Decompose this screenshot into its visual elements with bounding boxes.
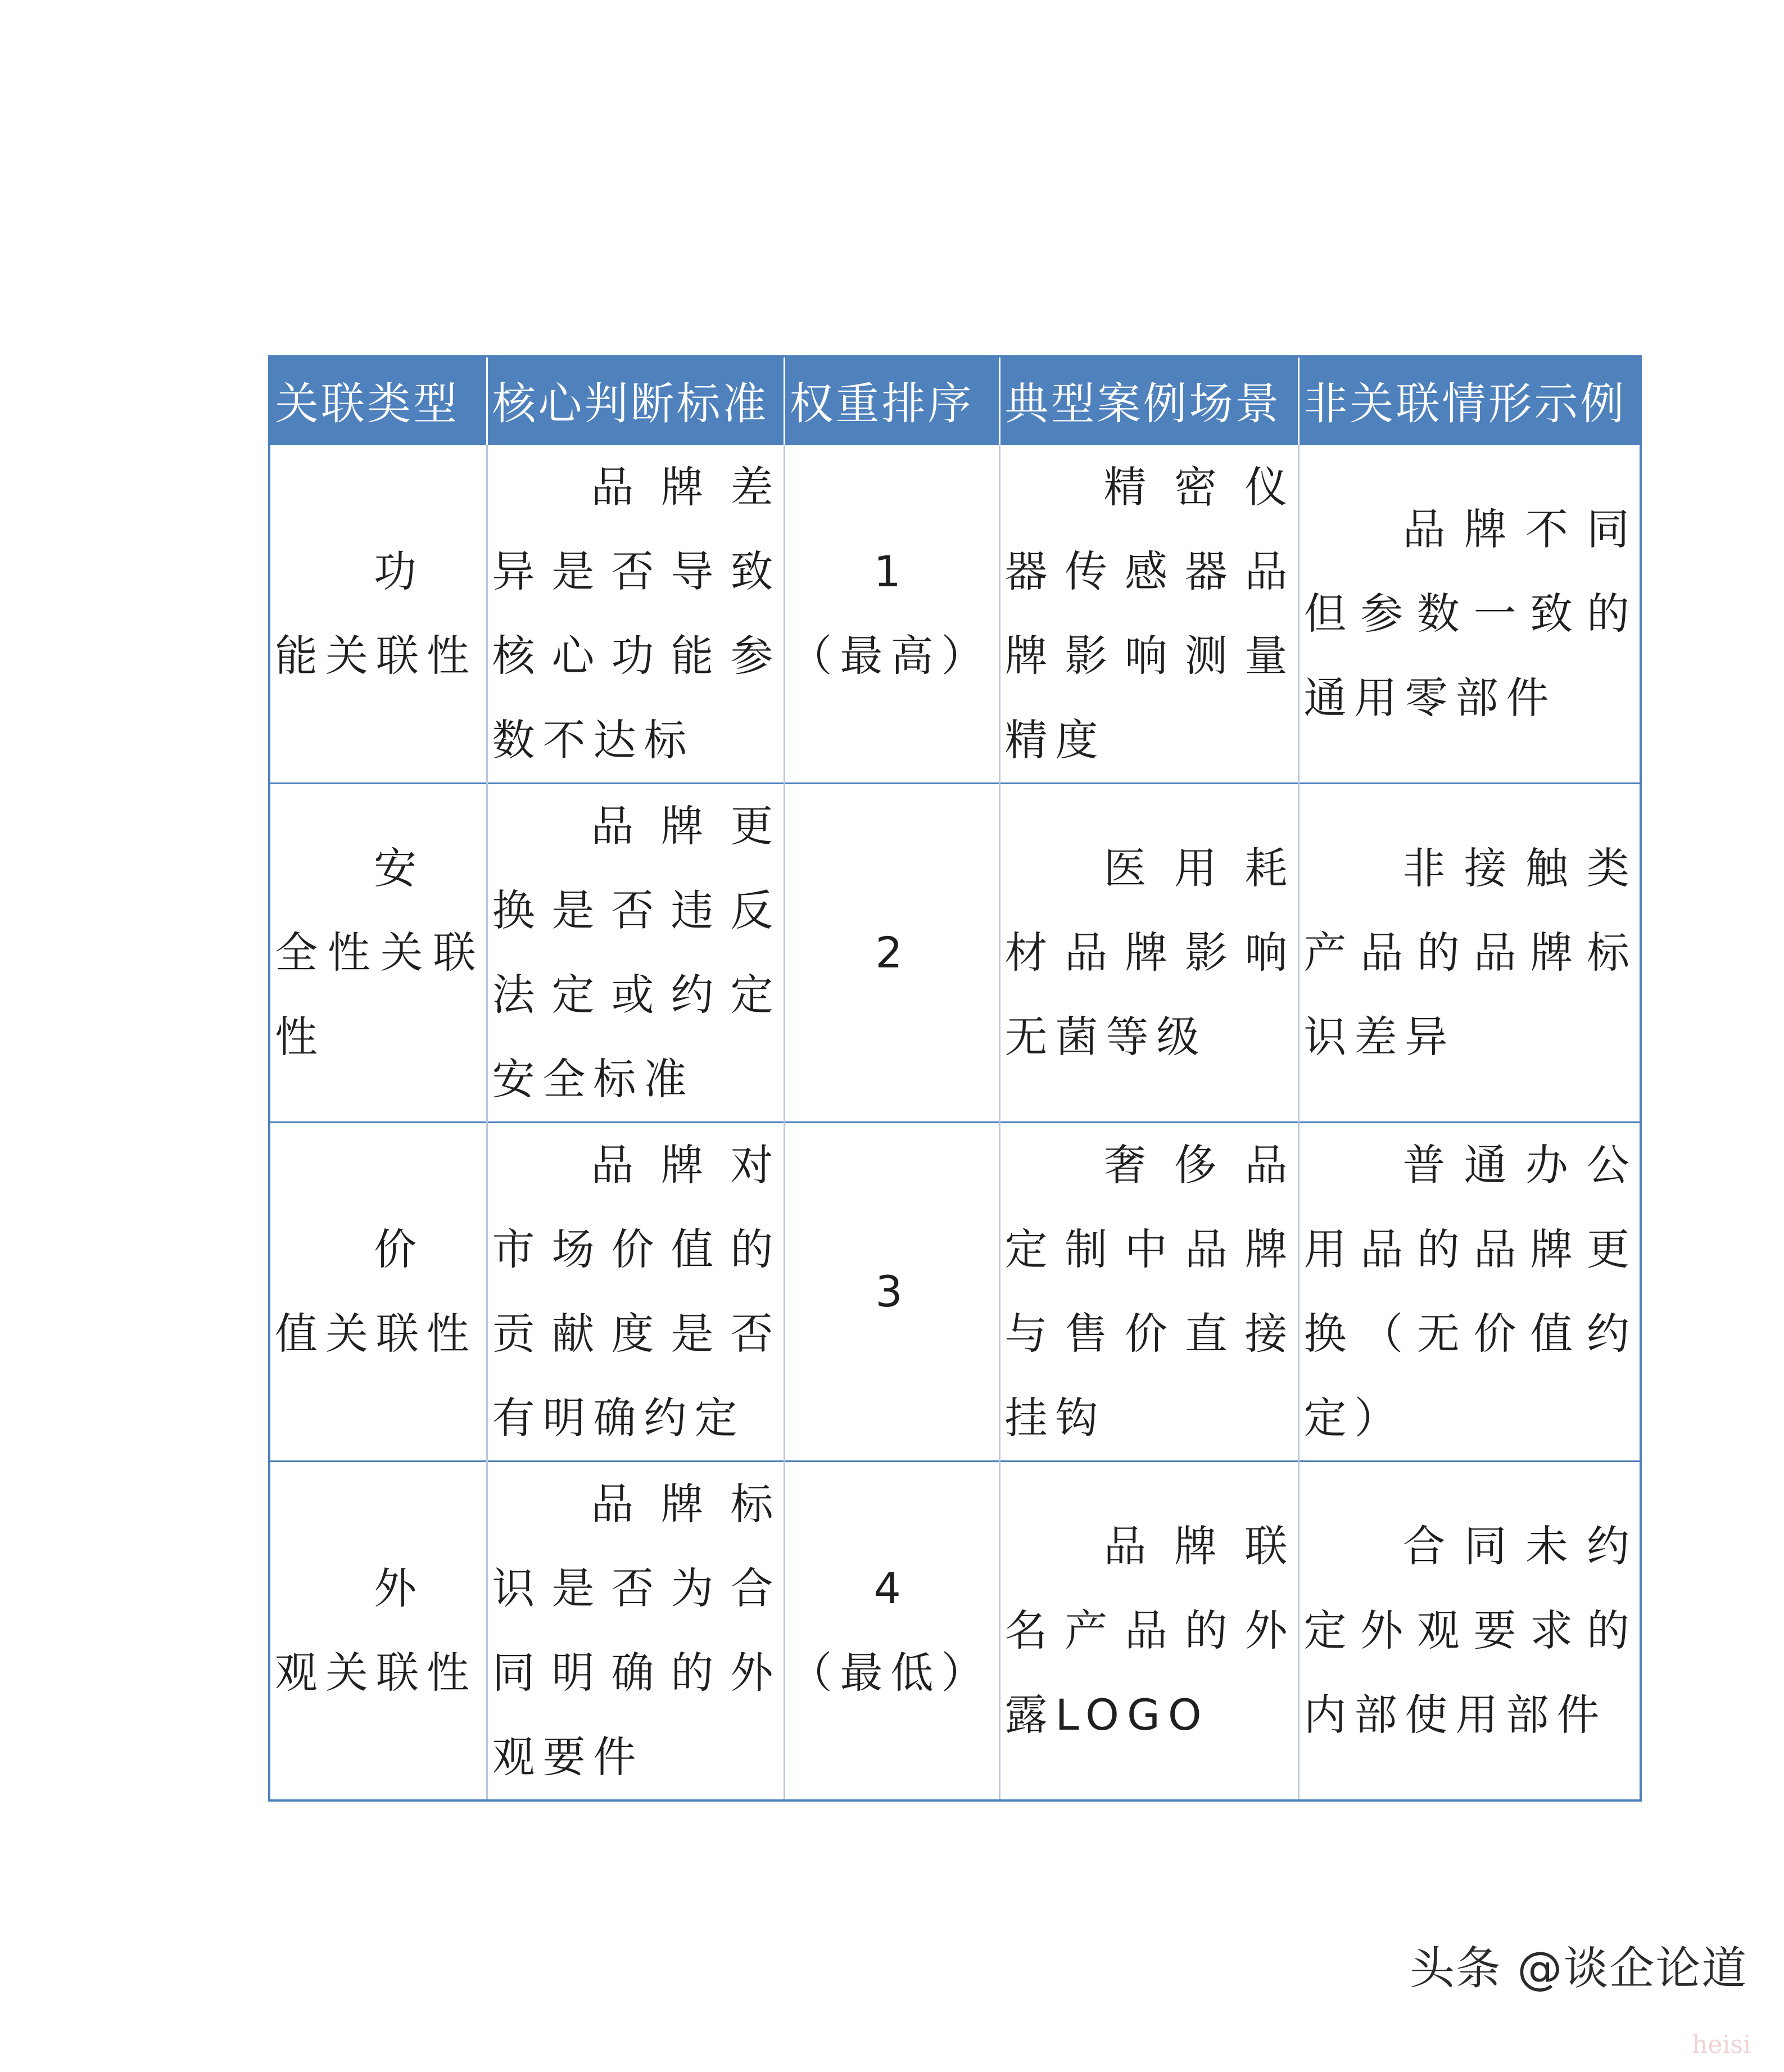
cell-non-related-example: 非接触类产品的品牌标识差异 xyxy=(1298,783,1641,1122)
table-row xyxy=(269,1122,1641,1461)
header-row xyxy=(269,356,1641,444)
header-typical-case: 典型案例场景 xyxy=(999,356,1298,444)
cell-relation-type: 外 观关联性 xyxy=(269,1461,487,1800)
cell-weight-order: 2 xyxy=(784,783,999,1122)
header-weight-order: 权重排序 xyxy=(784,356,999,444)
cell-relation-type: 安 全性关联性 xyxy=(269,783,487,1122)
cell-weight-order: 3 xyxy=(784,1122,999,1461)
cell-relation-type: 价 值关联性 xyxy=(269,1122,487,1461)
cell-core-criterion: 品牌标识是否为合同明确的外观要件 xyxy=(487,1461,784,1800)
cell-non-related-example: 合同未约定外观要求的内部使用部件 xyxy=(1298,1461,1641,1800)
cell-core-criterion: 品牌更换是否违反法定或约定安全标准 xyxy=(487,783,784,1122)
table-body xyxy=(269,444,1641,1800)
header-core-criterion: 核心判断标准 xyxy=(487,356,784,444)
header-non-related-example: 非关联情形示例 xyxy=(1298,356,1641,444)
cell-non-related-example: 品牌不同但参数一致的通用零部件 xyxy=(1298,444,1641,783)
cell-typical-case: 奢侈品定制中品牌与售价直接挂钩 xyxy=(999,1122,1298,1461)
relation-type-table xyxy=(268,355,1642,1802)
cell-core-criterion: 品牌对市场价值的贡献度是否有明确约定 xyxy=(487,1122,784,1461)
header-relation-type: 关联类型 xyxy=(269,356,487,444)
source-watermark: 头条 @谈企论道 xyxy=(1410,1942,1748,1994)
table-row xyxy=(269,444,1641,783)
cell-typical-case: 医用耗材品牌影响无菌等级 xyxy=(999,783,1298,1122)
corner-watermark: heisi xyxy=(1692,2030,1751,2059)
cell-core-criterion: 品牌差异是否导致核心功能参数不达标 xyxy=(487,444,784,783)
cell-weight-order: 4（最低） xyxy=(784,1461,999,1800)
cell-weight-order: 1（最高） xyxy=(784,444,999,783)
table-row xyxy=(269,783,1641,1122)
table-row xyxy=(269,1461,1641,1800)
cell-relation-type: 功 能关联性 xyxy=(269,444,487,783)
cell-typical-case: 精密仪器传感器品牌影响测量精度 xyxy=(999,444,1298,783)
table-header xyxy=(269,356,1641,444)
cell-non-related-example: 普通办公用品的品牌更换（无价值约定） xyxy=(1298,1122,1641,1461)
cell-typical-case: 品牌联名产品的外露LOGO xyxy=(999,1461,1298,1800)
